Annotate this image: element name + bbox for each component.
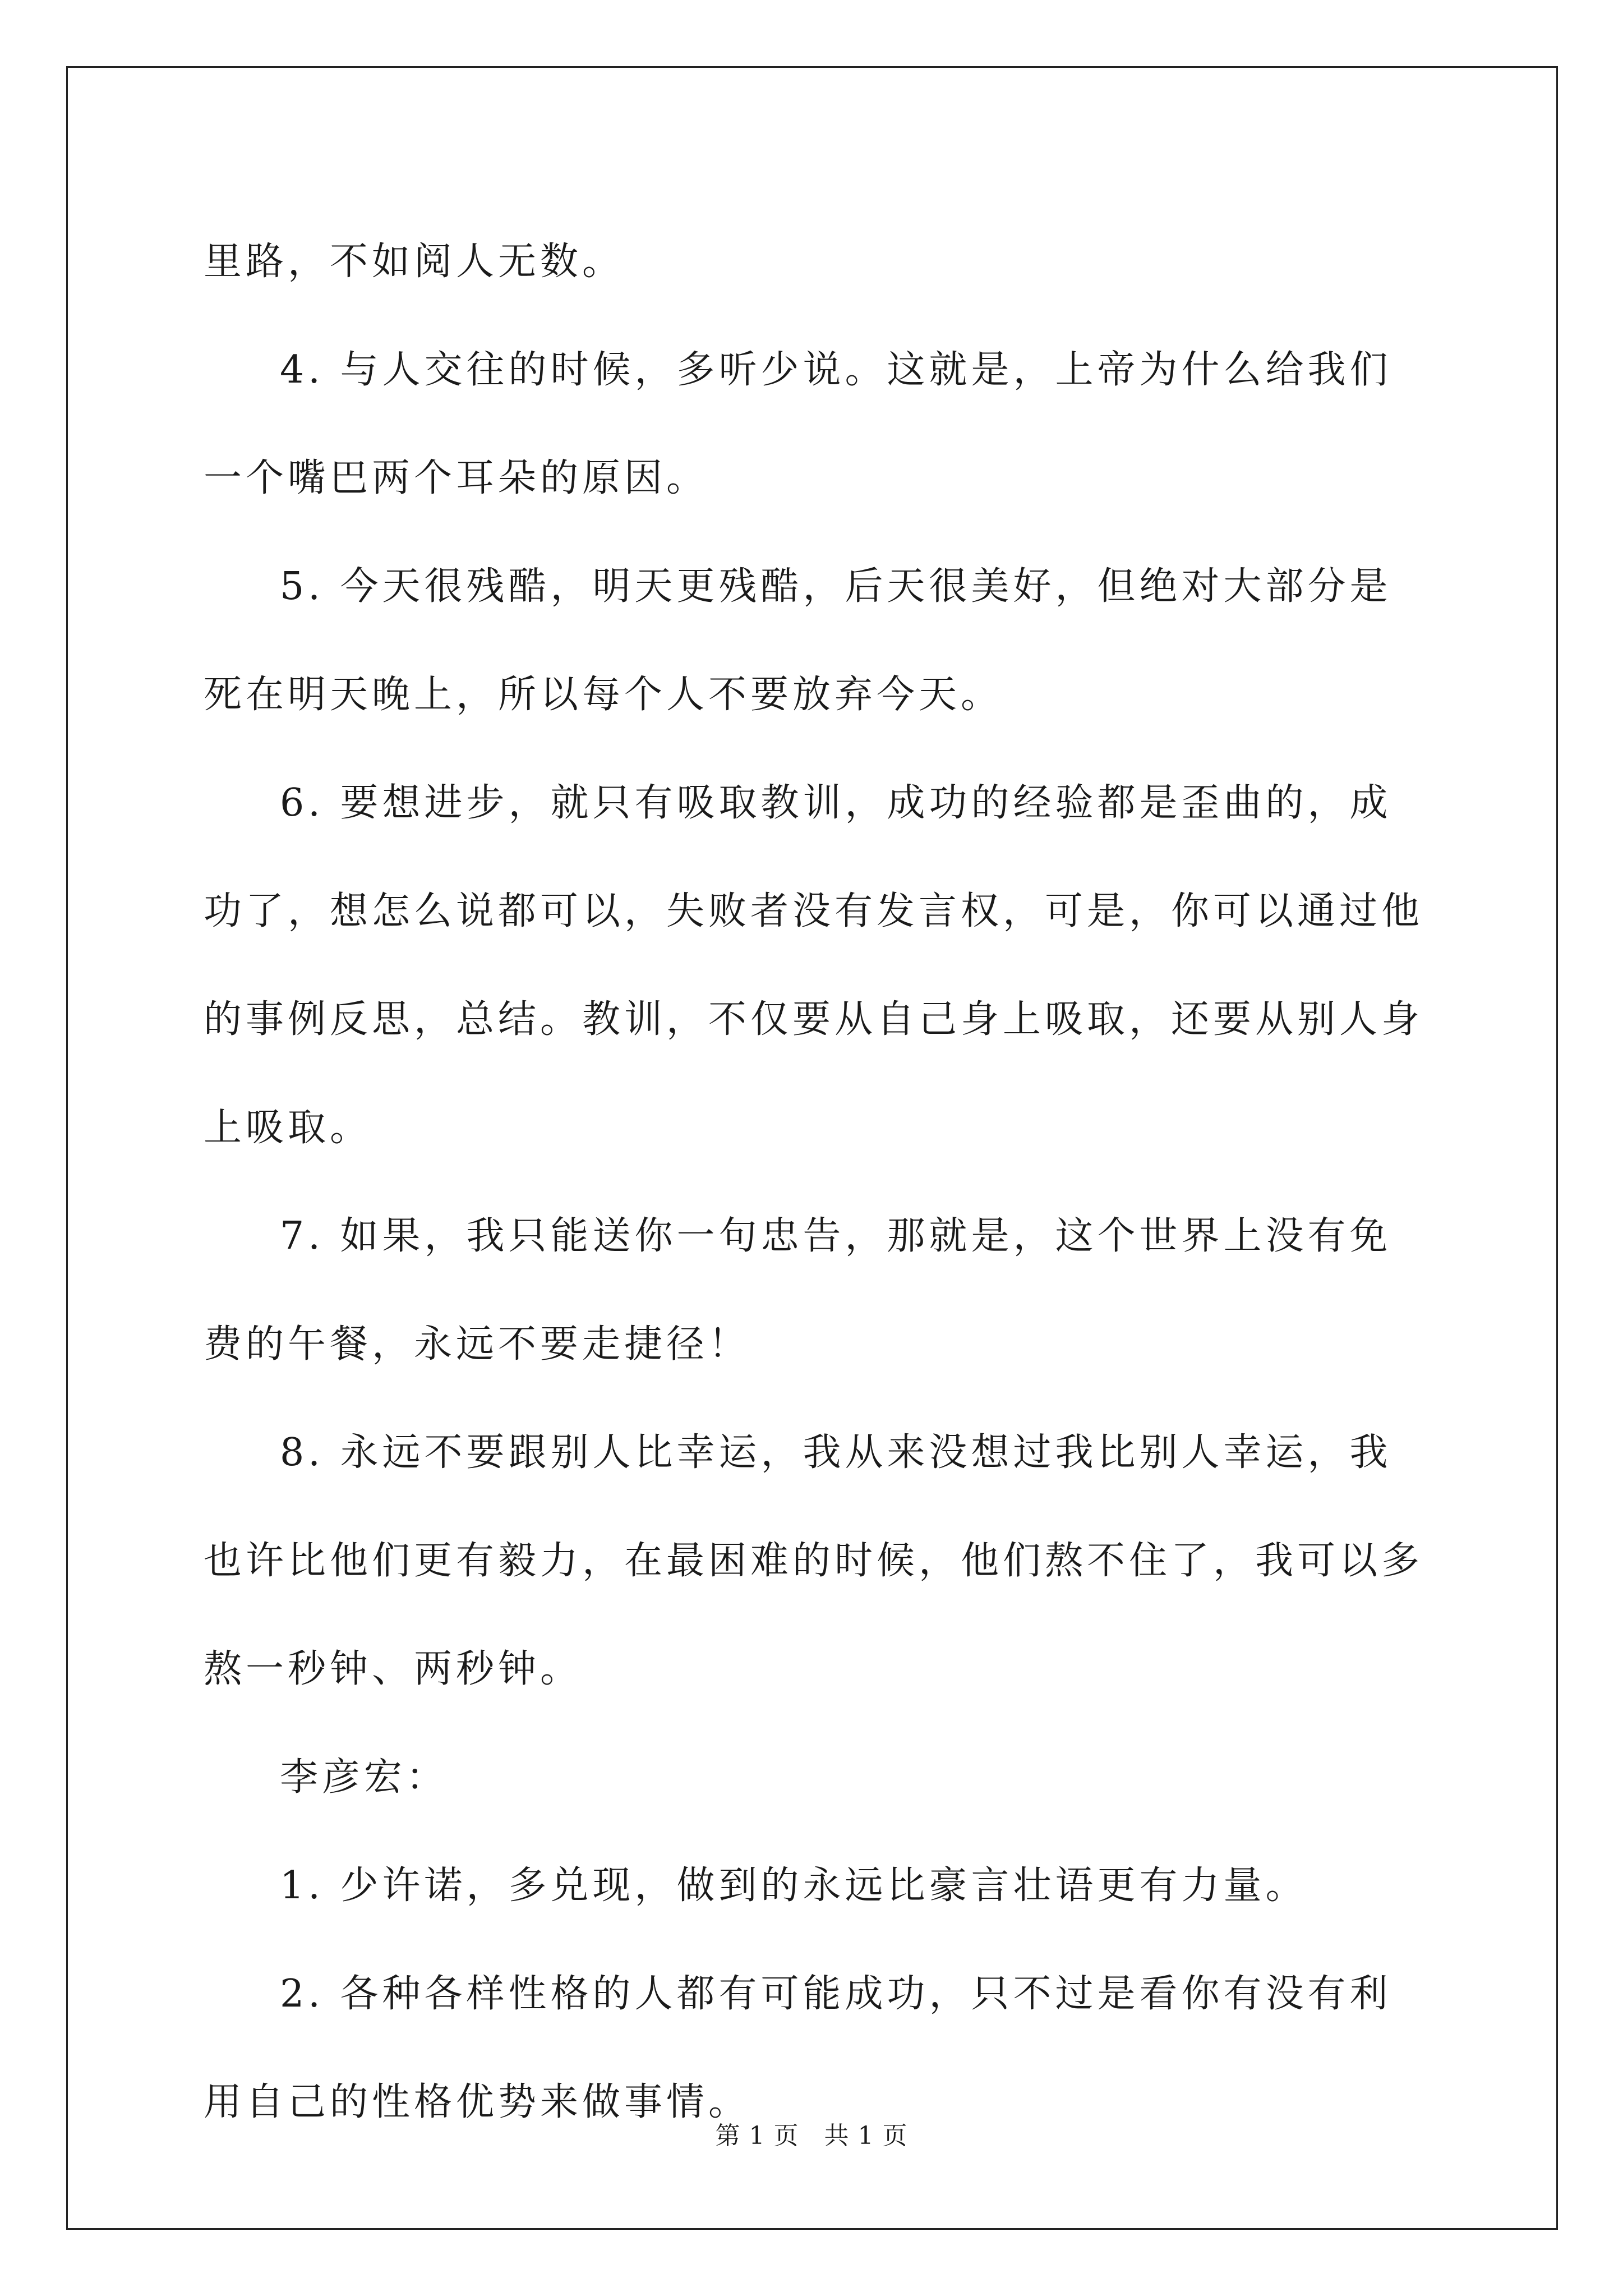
paragraph-item-8: 8. 永远不要跟别人比幸运，我从来没想过我比别人幸运，我也许比他们更有毅力，在最困难的时候，他们熬不住了，我可以多熬一秒钟、两秒钟。	[204, 1430, 1424, 1691]
page-footer: 第 1 页 共 1 页	[715, 2122, 908, 2150]
paragraph-item-7: 7. 如果，我只能送你一句忠告，那就是，这个世界上没有免费的午餐，永远不要走捷径！	[204, 1214, 1392, 1366]
paragraph-item-2: 2. 各种各样性格的人都有可能成功，只不过是看你有没有利用自己的性格优势来做事情。	[204, 1972, 1392, 2124]
paragraph-item-4: 4. 与人交往的时候，多听少说。这就是，上帝为什么给我们一个嘴巴两个耳朵的原因。	[204, 348, 1392, 500]
paragraph-item-5: 5. 今天很残酷，明天更残酷，后天很美好，但绝对大部分是死在明天晚上，所以每个人不要放弃今天。	[204, 564, 1392, 717]
document-body	[204, 208, 1432, 2156]
section-heading-li-yanhong: 李彦宏：	[280, 1755, 449, 1800]
paragraph-continuation: 里路，不如阅人无数。	[204, 240, 625, 284]
paragraph-item-1: 1. 少许诺，多兑现，做到的永远比豪言壮语更有力量。	[280, 1864, 1308, 1908]
paragraph-item-6: 6. 要想进步，就只有吸取教训，成功的经验都是歪曲的，成功了，想怎么说都可以，失败者没有发言权，可是，你可以通过他的事例反思，总结。教训，不仅要从自己身上吸取，还要从别人身上吸取。	[204, 781, 1424, 1150]
